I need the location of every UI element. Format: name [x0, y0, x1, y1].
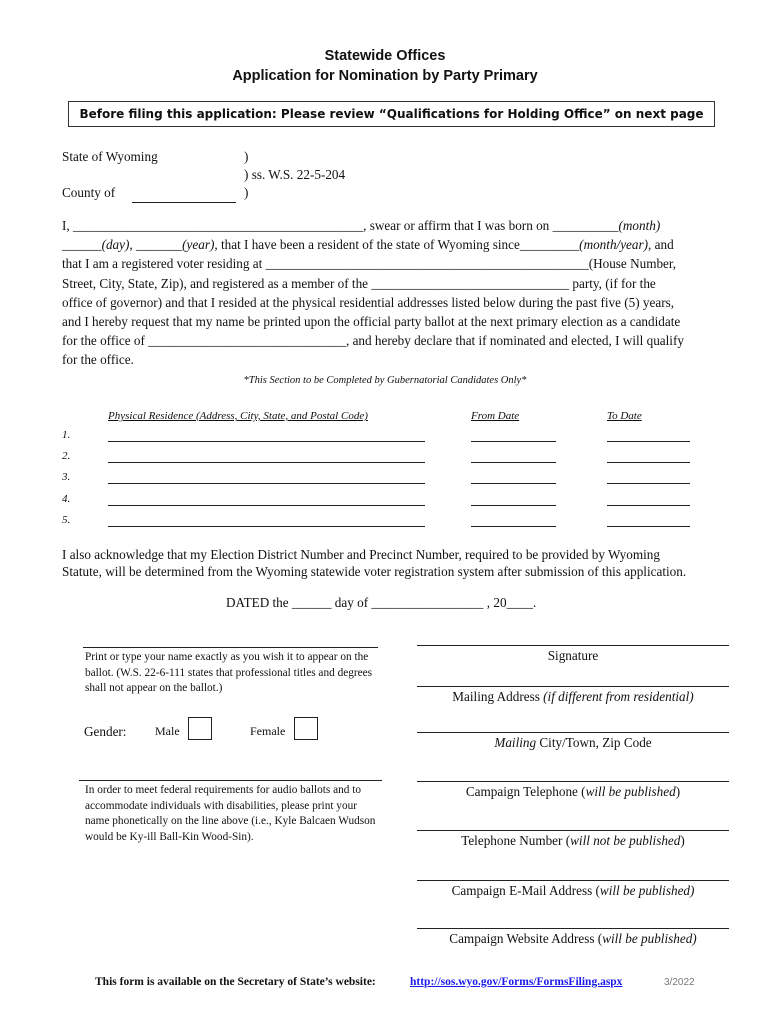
oath-line: I, ____________________________________________, swear or affirm that I was born on __________ [62, 218, 619, 233]
qualifications-notice: Before filing this application: Please review “Qualifications for Holding Office” on next page [68, 101, 715, 127]
acknowledge-line: Statute, will be determined from the Wyoming statewide voter registration system after submission of this application. [62, 564, 687, 579]
residence-address-field[interactable] [108, 505, 425, 506]
residence-row-number: 3. [62, 471, 71, 483]
phonetic-instructions: In order to meet federal requirements for audio ballots and to accommodate individuals with disabilities, please print your name phonetically on the line above (i.e., Kyle Balcaen Wudson would be Ky-ill Ball-Kin Wood-Sin). [85, 784, 376, 843]
county-label: County of [62, 185, 116, 200]
form-revision-date: 3/2022 [664, 977, 695, 988]
campaign-website-text: Campaign Website Address ( [449, 931, 603, 946]
campaign-email-hint: will be published) [599, 883, 695, 898]
residence-from-date-field[interactable] [471, 526, 556, 527]
telephone-hint: will not be published [570, 833, 681, 848]
oath-day-hint: (day) [101, 237, 130, 253]
mailing-city-label [417, 735, 729, 751]
gubernatorial-note: *This Section to be Completed by Gubernatorial Candidates Only* [243, 375, 527, 386]
telephone-text: Telephone Number ( [461, 833, 571, 848]
residence-from-date-field[interactable] [471, 441, 556, 442]
male-label: Male [155, 724, 180, 738]
oath-line: , and [648, 237, 674, 253]
oath-line: Street, City, State, Zip), and registered as a member of the ______________________________ party, (if for the [62, 275, 656, 291]
campaign-telephone-hint: will be published [585, 784, 676, 799]
campaign-telephone-text: ) [675, 784, 681, 799]
campaign-telephone-text: Campaign Telephone ( [465, 784, 586, 799]
form-title: Statewide Offices [324, 48, 446, 64]
col-header-from-date: From Date [471, 410, 520, 422]
residence-address-field[interactable] [108, 526, 425, 527]
oath-year-hint: (year) [182, 237, 215, 253]
campaign-email-label [417, 883, 729, 899]
signature-label: Signature [547, 648, 599, 663]
signature-field[interactable] [417, 645, 729, 646]
telephone-text: ) [680, 833, 685, 848]
acknowledge-line: I also acknowledge that my Election District Number and Precinct Number, required to be provided by Wyoming [62, 547, 660, 562]
footer-text: This form is available on the Secretary of State’s website: [95, 976, 376, 988]
telephone-field[interactable] [417, 830, 729, 831]
residence-to-date-field[interactable] [607, 441, 690, 442]
form-subtitle: Application for Nomination by Party Primary [232, 68, 538, 84]
oath-paragraph [62, 216, 724, 370]
oath-line: , _______ [129, 237, 183, 253]
print-name-instructions: Print or type your name exactly as you wish it to appear on the ballot. (W.S. 22-6-111 states that professional titles and degrees shall not appear on the ballot.) [85, 651, 373, 694]
residence-to-date-field[interactable] [607, 526, 690, 527]
residence-from-date-field[interactable] [471, 483, 556, 484]
mailing-address-field[interactable] [417, 686, 729, 687]
oath-line: ______ [62, 237, 102, 253]
col-header-to-date: To Date [607, 410, 642, 422]
mailing-address-label [417, 689, 729, 705]
residence-from-date-field[interactable] [471, 505, 556, 506]
venue-paren: ) [244, 185, 249, 200]
dated-line: DATED the ______ day of _________________ , 20____. [226, 595, 537, 610]
oath-month-hint: (month) [618, 218, 661, 233]
campaign-website-hint: will be published) [602, 931, 697, 946]
sos-website-link[interactable]: http://sos.wyo.gov/Forms/FormsFiling.aspx [410, 976, 623, 988]
statute-ref: ) ss. W.S. 22-5-204 [244, 167, 346, 182]
oath-line: for the office. [62, 352, 134, 368]
female-label: Female [250, 724, 286, 738]
residence-from-date-field[interactable] [471, 462, 556, 463]
campaign-telephone-label [417, 784, 729, 800]
oath-line: that I am a registered voter residing at _________________________________________________(House Number, [62, 256, 677, 272]
residence-address-field[interactable] [108, 462, 425, 463]
ballot-name-field[interactable] [83, 647, 378, 648]
mailing-address-text: Mailing Address [452, 689, 544, 704]
residence-to-date-field[interactable] [607, 505, 690, 506]
residence-address-field[interactable] [108, 441, 425, 442]
residence-row-number: 2. [62, 450, 71, 462]
oath-line: , that I have been a resident of the state of Wyoming since_________ [214, 237, 580, 253]
mailing-city-field[interactable] [417, 732, 729, 733]
oath-line: for the office of ______________________________, and hereby declare that if nominated and elected, I will qualify [62, 333, 684, 349]
mailing-city-text: City/Town, Zip Code [536, 735, 652, 750]
male-checkbox[interactable] [188, 717, 212, 740]
campaign-email-text: Campaign E-Mail Address ( [451, 883, 600, 898]
residence-to-date-field[interactable] [607, 462, 690, 463]
county-field[interactable] [132, 202, 236, 203]
venue-paren: ) [244, 149, 249, 164]
campaign-website-label [417, 931, 729, 947]
residence-address-field[interactable] [108, 483, 425, 484]
residence-row-number: 5. [62, 514, 71, 526]
col-header-address: Physical Residence (Address, City, State, and Postal Code) [108, 410, 368, 422]
campaign-email-field[interactable] [417, 880, 729, 881]
gender-label: Gender: [84, 724, 127, 739]
telephone-label [417, 833, 729, 849]
oath-line: and I hereby request that my name be printed upon the official party ballot at the next primary election as a candidate [62, 314, 681, 330]
residence-row-number: 4. [62, 493, 71, 505]
mailing-address-hint: (if different from residential) [543, 689, 694, 704]
state-label: State of Wyoming [62, 149, 158, 164]
oath-monthyear-hint: (month/year) [579, 237, 649, 253]
oath-line: office of governor) and that I resided at the physical residential addresses listed below during the past five (5) years, [62, 294, 675, 310]
residence-to-date-field[interactable] [607, 483, 690, 484]
residence-row-number: 1. [62, 429, 71, 441]
mailing-city-hint: Mailing [494, 735, 537, 750]
campaign-website-field[interactable] [417, 928, 729, 929]
campaign-telephone-field[interactable] [417, 781, 729, 782]
female-checkbox[interactable] [294, 717, 318, 740]
phonetic-name-field[interactable] [79, 780, 382, 781]
